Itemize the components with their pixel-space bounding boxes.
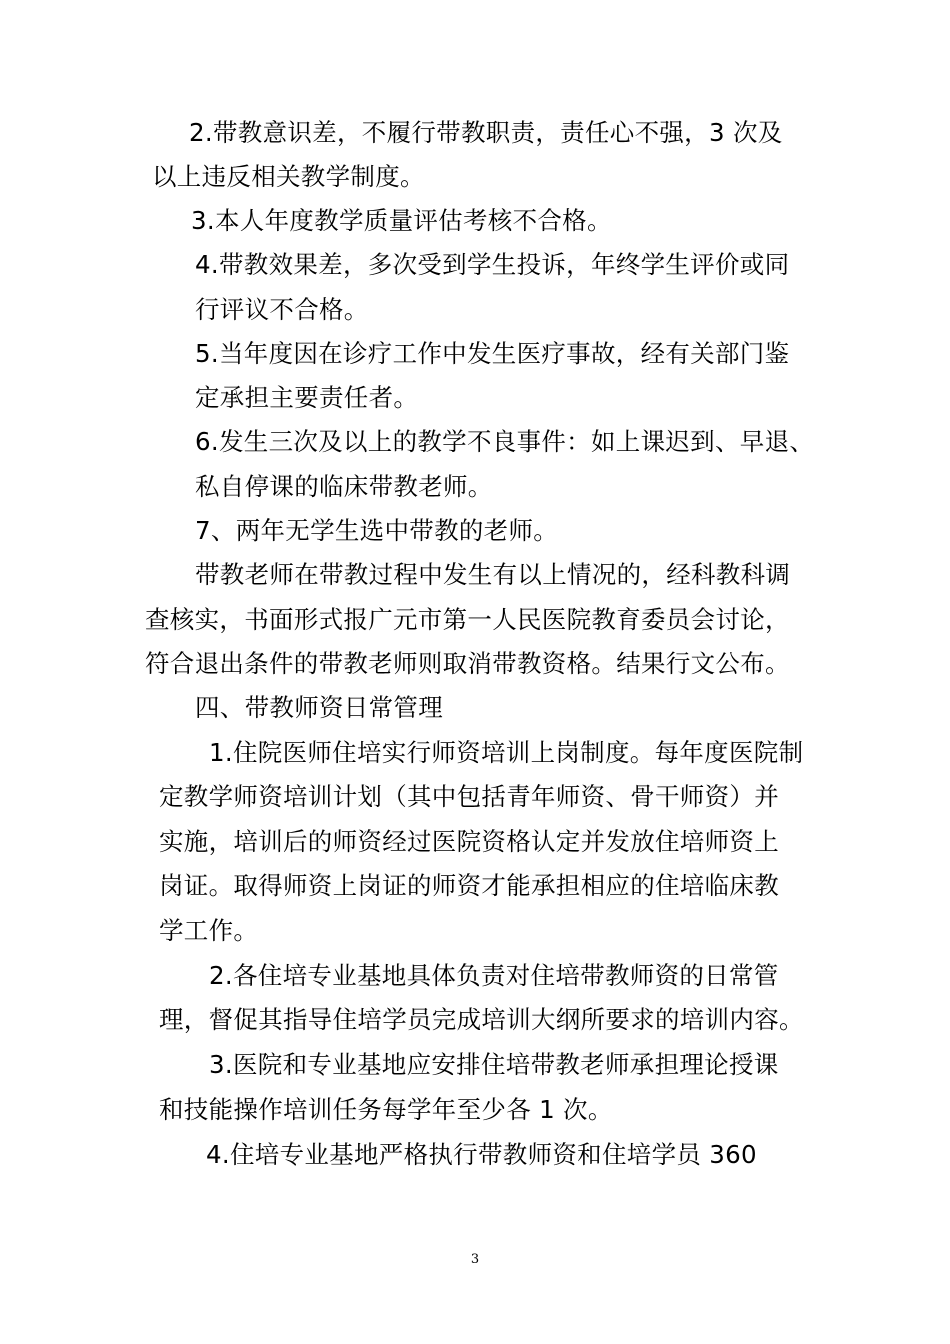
text-line-18: 岗证。取得师资上岗证的师资才能承担相应的住培临床教 (159, 871, 779, 900)
section-heading: 四、带教师资日常管理 (195, 693, 443, 722)
text-line-1: 2.带教意识差，不履行带教职责，责任心不强，3 次及 (189, 118, 783, 147)
text-line-22: 3.医院和专业基地应安排住培带教老师承担理论授课 (209, 1050, 779, 1079)
text-line-5: 行评议不合格。 (195, 295, 369, 324)
text-line-24: 4.住培专业基地严格执行带教师资和住培学员 360 (206, 1140, 757, 1169)
page-number: 3 (470, 1252, 480, 1267)
text-line-6: 5.当年度因在诊疗工作中发生医疗事故，经有关部门鉴 (195, 339, 790, 368)
text-line-15: 1.住院医师住培实行师资培训上岗制度。每年度医院制 (209, 738, 804, 767)
text-line-10: 7、两年无学生选中带教的老师。 (195, 516, 559, 545)
text-line-9: 私自停课的临床带教老师。 (195, 472, 493, 501)
text-line-23: 和技能操作培训任务每学年至少各 1 次。 (159, 1095, 613, 1124)
text-line-3: 3.本人年度教学质量评估考核不合格。 (191, 206, 612, 235)
text-line-8: 6.发生三次及以上的教学不良事件：如上课迟到、早退、 (195, 427, 815, 456)
text-line-16: 定教学师资培训计划（其中包括青年师资、骨干师资）并 (159, 782, 779, 811)
text-line-7: 定承担主要责任者。 (195, 383, 419, 412)
text-line-21: 理，督促其指导住培学员完成培训大纲所要求的培训内容。 (159, 1005, 804, 1034)
text-line-19: 学工作。 (159, 916, 259, 945)
text-line-13: 符合退出条件的带教老师则取消带教资格。结果行文公布。 (145, 649, 790, 678)
text-line-2: 以上违反相关教学制度。 (152, 162, 425, 191)
text-line-11: 带教老师在带教过程中发生有以上情况的，经科教科调 (195, 560, 791, 589)
text-line-17: 实施，培训后的师资经过医院资格认定并发放住培师资上 (159, 827, 779, 856)
text-line-4: 4.带教效果差，多次受到学生投诉，年终学生评价或同 (195, 250, 790, 279)
text-line-20: 2.各住培专业基地具体负责对住培带教师资的日常管 (209, 961, 779, 990)
text-line-12: 查核实，书面形式报广元市第一人民医院教育委员会讨论， (145, 605, 790, 634)
